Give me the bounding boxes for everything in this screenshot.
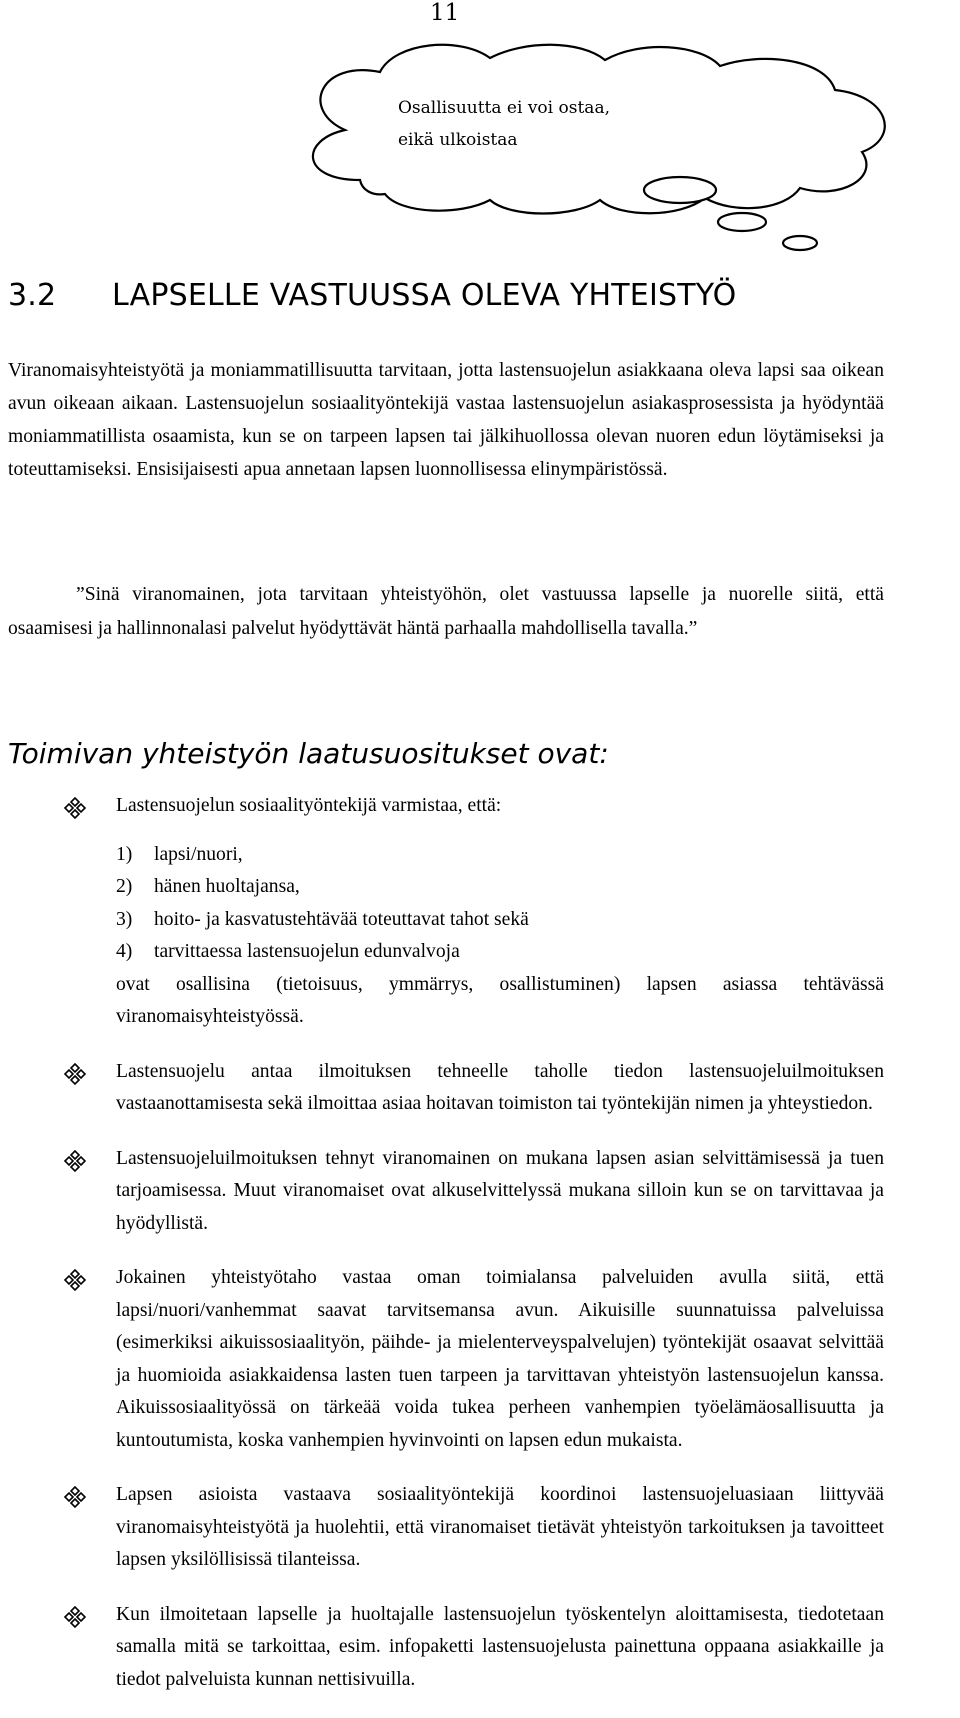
participant-item	[116, 936, 884, 969]
intro-paragraph: Viranomaisyhteistyötä ja moniammatillisuutta tarvitaan, jotta lastensuojelun asiakkaana oleva lapsi saa oikean avun oikeaan aikaan. Lastensuojelun sosiaalityöntekijä vastaa lastensuojelun asiakasprosessista ja hyödyntää moniammatillista osaamista, kun se on tarpeen lapsen tai jälkihuollossa olevan nuoren edun löytämiseksi ja toteuttamiseksi. Ensisijaisesti apua annetaan lapsen luonnollisessa elinympäristössä.	[8, 360, 884, 480]
recommendation-text: Lastensuojelu antaa ilmoituksen tehneelle taholle tiedon lastensuojeluilmoituksen vastaanottamisesta sekä ilmoittaa asiaa hoitavan toimiston tai työntekijän nimen ja yhteystiedon.	[116, 1060, 884, 1114]
recommendation-item	[0, 1056, 884, 1121]
diamond-bullet-icon	[64, 1150, 86, 1172]
recommendation-item	[0, 1262, 884, 1457]
page-number: 11	[430, 0, 460, 26]
recommendation-text: Jokainen yhteistyötaho vastaa oman toimialansa palveluiden avulla siitä, että lapsi/nuori/vanhemmat saavat tarvitsemansa avun. Aikuisille suunnatuissa palveluissa (esimerkiksi aikuissosiaalityön, päihde- ja mielenterveyspalvelujen) työntekijät osaavat selvittää ja huomioida asiakkaidensa lasten tuen tarpeen ja tarvittavan yhteistyön lastensuojelun kanssa. Aikuissosiaalityössä on tärkeää voida tukea perheen vanhempien työelämäosallisuutta ja kuntoutumista, koska vanhempien hyvinvointi on lapsen edun mukaista.	[116, 1267, 884, 1451]
recommendation-item	[0, 1479, 884, 1577]
participant-number: 2)	[116, 876, 133, 897]
diamond-bullet-icon	[64, 797, 86, 819]
recommendation-text: Lastensuojelun sosiaalityöntekijä varmistaa, että:	[116, 795, 502, 816]
participant-item	[116, 904, 884, 937]
diamond-bullet-icon	[64, 1269, 86, 1291]
participant-text: tarvittaessa lastensuojelun edunvalvoja	[154, 941, 460, 962]
cloud-line-1: Osallisuutta ei voi ostaa,	[398, 98, 610, 118]
participant-text: hänen huoltajansa,	[154, 876, 300, 897]
participant-number: 4)	[116, 941, 133, 962]
participant-number: 1)	[116, 843, 133, 865]
diamond-bullet-icon	[64, 1606, 86, 1628]
section-heading	[8, 278, 736, 313]
quality-recommendations-heading: Toimivan yhteistyön laatusuositukset ovat:	[8, 737, 609, 770]
quote-paragraph: ”Sinä viranomainen, jota tarvitaan yhteistyöhön, olet vastuussa lapselle ja nuorelle siitä, että osaamisesi ja hallinnonalasi palvelut hyödyttävät häntä parhaalla mahdollisella tavalla.”	[8, 584, 884, 639]
recommendations-list	[0, 790, 960, 1718]
section-title: LAPSELLE VASTUUSSA OLEVA YHTEISTYÖ	[112, 278, 737, 313]
participant-item	[116, 839, 884, 872]
recommendation-text: Kun ilmoitetaan lapselle ja huoltajalle lastensuojelun työskentelyn aloittamisesta, tiedotetaan samalla mitä se tarkoittaa, esim. infopaketti lastensuojelusta painettuna oppaana asiakkaille ja tiedot palveluista kunnan nettisivuilla.	[116, 1603, 884, 1690]
cloud-quote	[398, 92, 678, 156]
recommendation-text: Lapsen asioista vastaava sosiaalityöntekijä koordinoi lastensuojeluasiaan liittyvää viranomaisyhteistyötä ja huolehtii, että viranomaiset tietävät yhteistyön tarkoituksen ja tavoitteet lapsen yksilöllisissä tilanteissa.	[116, 1484, 884, 1570]
diamond-bullet-icon	[64, 1486, 86, 1508]
participant-text: hoito- ja kasvatustehtävää toteuttavat tahot sekä	[154, 908, 529, 930]
recommendation-text: Lastensuojeluilmoituksen tehnyt viranomainen on mukana lapsen asian selvittämisessä ja tuen tarjoamisessa. Muut viranomaiset ovat alkuselvittelyssä mukana silloin kun se on tarvittavaa ja hyödyllistä.	[116, 1147, 884, 1234]
section-number: 3.2	[8, 278, 57, 313]
recommendation-item	[0, 1143, 884, 1241]
participant-item	[116, 871, 884, 904]
cloud-line-2: eikä ulkoistaa	[398, 130, 518, 150]
diamond-bullet-icon	[64, 1063, 86, 1085]
recommendation-item	[0, 1599, 884, 1697]
recommendation-item	[0, 790, 884, 1034]
participants-list	[116, 839, 884, 969]
participant-text: lapsi/nuori,	[154, 843, 243, 865]
recommendation-text-continued: ovat osallisina (tietoisuus, ymmärrys, osallistuminen) lapsen asiassa tehtävässä viranomaisyhteistyössä.	[116, 973, 884, 1027]
participant-number: 3)	[116, 908, 133, 930]
